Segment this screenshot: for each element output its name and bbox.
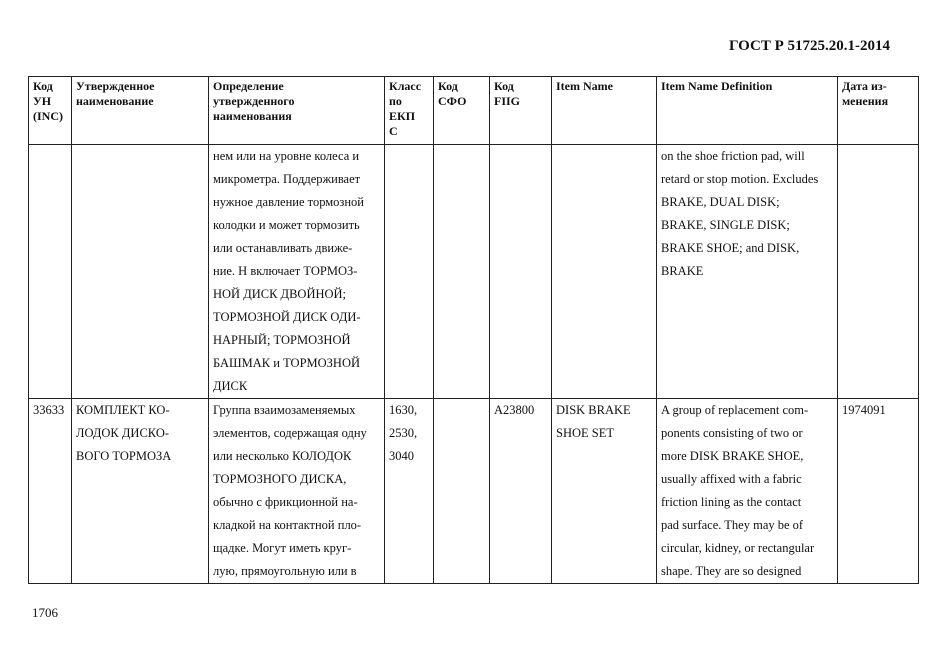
cell-text-line: usually affixed with a fabric: [661, 472, 802, 486]
col-header-change-date: [838, 77, 919, 145]
cell-text-line: Код: [438, 79, 458, 93]
cell-text-line: ние. Н включает ТОРМОЗ-: [213, 264, 358, 278]
table-row: [29, 399, 919, 584]
cell-change-date: 1974091: [838, 399, 919, 584]
col-header-sfo-code: [434, 77, 490, 145]
col-header-fiig-code: [490, 77, 552, 145]
cell-change-date: [838, 145, 919, 399]
cell-text-line: more DISK BRAKE SHOE,: [661, 449, 804, 463]
cell-item-name: [552, 399, 657, 584]
cell-text-line: микрометра. Поддерживает: [213, 172, 361, 186]
cell-text-line: наименование: [76, 94, 154, 108]
cell-text-line: НОЙ ДИСК ДВОЙНОЙ;: [213, 287, 347, 301]
cell-text-line: 1630,: [389, 403, 418, 417]
cell-text-line: circular, kidney, or rectangular: [661, 541, 815, 555]
cell-text-line: A group of replacement com-: [661, 403, 809, 417]
table-header-row: [29, 77, 919, 145]
catalog-table: [28, 76, 919, 584]
cell-text-line: НАРНЫЙ; ТОРМОЗНОЙ: [213, 333, 351, 347]
col-header-inc: [29, 77, 72, 145]
col-header-ekps-class: [385, 77, 434, 145]
cell-text-line: BRAKE, SINGLE DISK;: [661, 218, 790, 232]
cell-fiig-code: A23800: [490, 399, 552, 584]
cell-text-line: Утвержденное: [76, 79, 155, 93]
cell-text-line: ТОРМОЗНОГО ДИСКА,: [213, 472, 347, 486]
cell-text-line: БАШМАК и ТОРМОЗНОЙ: [213, 356, 361, 370]
cell-text-line: ЛОДОК ДИСКО-: [76, 426, 170, 440]
cell-text-line: 3040: [389, 449, 414, 463]
cell-text-line: (INC): [33, 109, 63, 123]
cell-text-line: лую, прямоугольную или в: [213, 564, 357, 578]
table-row: [29, 145, 919, 399]
cell-text-line: BRAKE SHOE; and DISK,: [661, 241, 800, 255]
cell-text-line: СФО: [438, 94, 467, 108]
cell-text-line: ВОГО ТОРМОЗА: [76, 449, 172, 463]
cell-text-line: нужное давление тормозной: [213, 195, 364, 209]
cell-item-definition: [657, 399, 838, 584]
cell-text-line: менения: [842, 94, 889, 108]
cell-item-name: [552, 145, 657, 399]
cell-text-line: или несколько КОЛОДОК: [213, 449, 352, 463]
cell-text-line: Item Name: [556, 79, 613, 93]
cell-text-line: щадке. Могут иметь круг-: [213, 541, 352, 555]
cell-definition-ru: [209, 399, 385, 584]
cell-ekps-class: [385, 145, 434, 399]
cell-text-line: friction lining as the contact: [661, 495, 802, 509]
cell-text-line: или останавливать движе-: [213, 241, 353, 255]
cell-fiig-code: [490, 145, 552, 399]
cell-text-line: Группа взаимозаменяемых: [213, 403, 356, 417]
cell-text-line: по: [389, 94, 402, 108]
cell-text-line: КОМПЛЕКТ КО-: [76, 403, 170, 417]
cell-approved-name: [72, 399, 209, 584]
cell-text-line: кладкой на контактной пло-: [213, 518, 362, 532]
cell-text-line: Код: [33, 79, 53, 93]
cell-text-line: Дата из-: [842, 79, 887, 93]
cell-text-line: С: [389, 124, 398, 138]
cell-text-line: SHOE SET: [556, 426, 614, 440]
cell-text-line: колодки и может тормозить: [213, 218, 360, 232]
cell-text-line: 2530,: [389, 426, 418, 440]
cell-text-line: BRAKE: [661, 264, 704, 278]
cell-text-line: ТОРМОЗНОЙ ДИСК ОДИ-: [213, 310, 361, 324]
page-number: 1706: [32, 605, 58, 620]
cell-text-line: retard or stop motion. Excludes: [661, 172, 819, 186]
cell-text-line: Определение: [213, 79, 284, 93]
cell-text-line: shape. They are so designed: [661, 564, 802, 578]
cell-text-line: Код: [494, 79, 514, 93]
cell-text-line: BRAKE, DUAL DISK;: [661, 195, 780, 209]
col-header-item-definition: [657, 77, 838, 145]
cell-text-line: ponents consisting of two or: [661, 426, 803, 440]
cell-inc: [29, 145, 72, 399]
cell-sfo-code: [434, 145, 490, 399]
cell-ekps-class: [385, 399, 434, 584]
cell-text-line: элементов, содержащая одну: [213, 426, 367, 440]
cell-text-line: утвержденного: [213, 94, 295, 108]
col-header-item-name: [552, 77, 657, 145]
cell-sfo-code: [434, 399, 490, 584]
document-standard-header: ГОСТ Р 51725.20.1-2014: [728, 38, 890, 54]
cell-text-line: УН: [33, 94, 52, 108]
cell-text-line: Класс: [389, 79, 422, 93]
cell-text-line: pad surface. They may be of: [661, 518, 804, 532]
cell-definition-ru: [209, 145, 385, 399]
cell-inc: 33633: [29, 399, 72, 584]
cell-text-line: on the shoe friction pad, will: [661, 149, 805, 163]
cell-text-line: DISK BRAKE: [556, 403, 631, 417]
col-header-approved-name: [72, 77, 209, 145]
cell-text-line: наименования: [213, 109, 292, 123]
cell-text-line: Item Name Definition: [661, 79, 773, 93]
cell-text-line: нем или на уровне колеса и: [213, 149, 360, 163]
cell-text-line: обычно с фрикционной на-: [213, 495, 358, 509]
cell-approved-name: [72, 145, 209, 399]
cell-item-definition: [657, 145, 838, 399]
col-header-definition: [209, 77, 385, 145]
cell-text-line: ДИСК: [213, 379, 248, 393]
cell-text-line: FIIG: [494, 94, 521, 108]
cell-text-line: ЕКП: [389, 109, 416, 123]
